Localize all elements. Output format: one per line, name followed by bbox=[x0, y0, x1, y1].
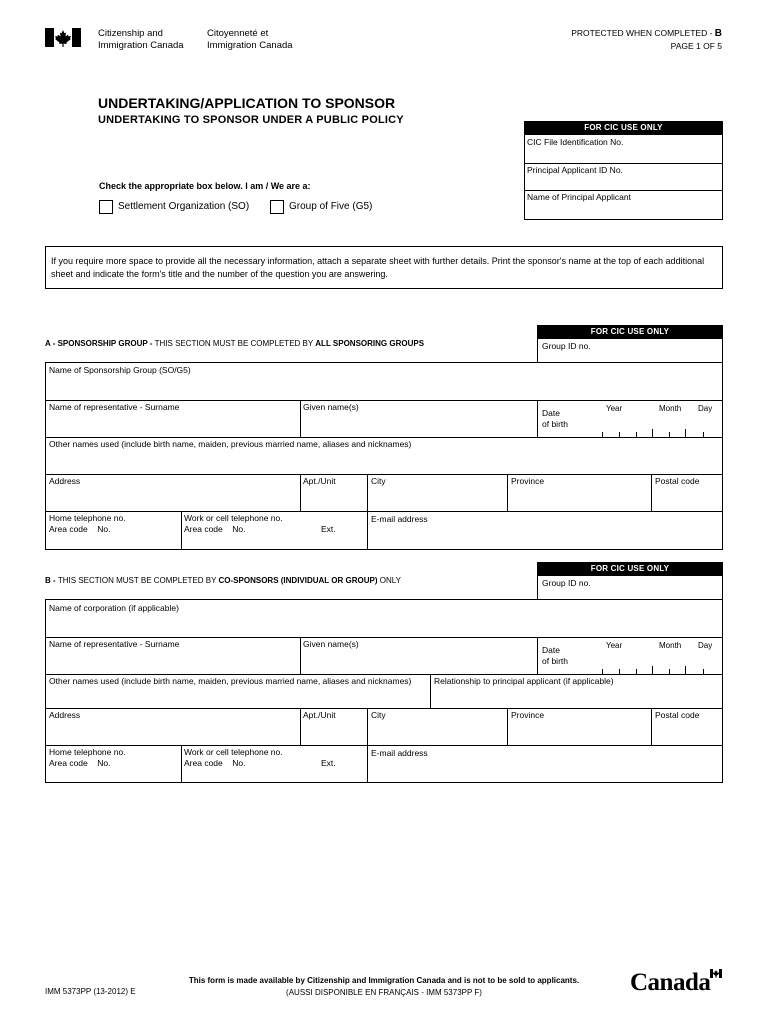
a-email-field[interactable] bbox=[368, 525, 722, 549]
b-address-field[interactable] bbox=[46, 721, 300, 744]
section-a-title: A - SPONSORSHIP GROUP - THIS SECTION MUST BE COMPLETED BY ALL SPONSORING GROUPS bbox=[45, 339, 425, 348]
b-dob-day-label: Day bbox=[698, 641, 713, 650]
a-home-tel-field[interactable] bbox=[46, 535, 181, 549]
section-b-title: B - THIS SECTION MUST BE COMPLETED BY CO-SPONSORS (INDIVIDUAL OR GROUP) ONLY bbox=[45, 576, 401, 585]
form-title: UNDERTAKING/APPLICATION TO SPONSOR bbox=[98, 95, 396, 111]
a-dob-day-label: Day bbox=[698, 404, 713, 413]
a-province-label: Province bbox=[511, 476, 545, 486]
b-relationship-label: Relationship to principal applicant (if applicable) bbox=[434, 676, 614, 686]
a-apt-field[interactable] bbox=[301, 487, 367, 510]
department-name-english bbox=[98, 28, 184, 51]
b-home-tel-label: Home telephone no. Area code No. bbox=[49, 747, 126, 768]
a-work-tel-field[interactable] bbox=[182, 535, 367, 549]
b-corp-name-field[interactable] bbox=[46, 614, 722, 637]
instructions-notice: If you require more space to provide all the necessary information, attach a separate sheet with further details. Print the sponsor's name at the top of each additional sheet and indicate the form's title and the number of the question you are answering. bbox=[45, 246, 723, 289]
canada-flag-icon bbox=[45, 28, 81, 47]
section-a-form bbox=[45, 362, 723, 550]
b-apt-field[interactable] bbox=[301, 721, 367, 744]
group-of-five-label: Group of Five (G5) bbox=[289, 201, 373, 212]
b-home-tel-field[interactable] bbox=[46, 769, 181, 782]
dept-fr-line1: Citoyenneté et bbox=[207, 28, 269, 39]
cic-file-id-field[interactable] bbox=[525, 146, 722, 162]
a-other-names-field[interactable] bbox=[46, 450, 722, 473]
a-dob-label: Date of birth bbox=[542, 408, 568, 429]
a-apt-label: Apt./Unit bbox=[303, 476, 336, 486]
b-city-field[interactable] bbox=[368, 721, 507, 744]
b-province-field[interactable] bbox=[508, 721, 651, 744]
b-work-tel-label: Work or cell telephone no. Area code No. bbox=[184, 747, 283, 768]
group-of-five-checkbox[interactable] bbox=[270, 200, 284, 214]
a-province-field[interactable] bbox=[508, 487, 651, 510]
b-apt-label: Apt./Unit bbox=[303, 710, 336, 720]
dept-fr-line2: Immigration Canada bbox=[207, 39, 293, 51]
b-rep-surname-field[interactable] bbox=[46, 650, 300, 673]
a-address-label: Address bbox=[49, 476, 81, 486]
a-ext-label: Ext. bbox=[321, 524, 336, 534]
a-address-field[interactable] bbox=[46, 487, 300, 510]
a-dob-year-label: Year bbox=[606, 404, 623, 413]
b-postal-field[interactable] bbox=[652, 721, 722, 744]
dept-en-line1: Citizenship and bbox=[98, 28, 163, 39]
a-rep-surname-label: Name of representative - Surname bbox=[49, 402, 180, 412]
b-city-label: City bbox=[371, 710, 386, 720]
a-dob-month-label: Month bbox=[659, 404, 682, 413]
a-other-names-label: Other names used (include birth name, maiden, previous married name, aliases and nicknames) bbox=[49, 439, 412, 449]
b-email-field[interactable] bbox=[368, 759, 722, 782]
section-a-group-id-box[interactable] bbox=[537, 338, 723, 363]
b-other-names-field[interactable] bbox=[46, 687, 430, 707]
dept-en-line2: Immigration Canada bbox=[98, 39, 184, 51]
a-city-label: City bbox=[371, 476, 386, 486]
section-a-cic-header: FOR CIC USE ONLY bbox=[537, 325, 723, 338]
canada-wordmark: Canada bbox=[630, 969, 711, 996]
a-given-names-field[interactable] bbox=[301, 413, 537, 436]
a-group-name-field[interactable] bbox=[46, 375, 722, 399]
b-given-names-field[interactable] bbox=[301, 650, 537, 673]
b-postal-label: Postal code bbox=[655, 710, 700, 720]
b-province-label: Province bbox=[511, 710, 545, 720]
a-email-label: E-mail address bbox=[371, 514, 428, 524]
protection-header bbox=[571, 27, 722, 52]
wordmark-flag-icon bbox=[710, 969, 722, 978]
a-given-names-label: Given name(s) bbox=[303, 402, 359, 412]
form-subtitle: UNDERTAKING TO SPONSOR UNDER A PUBLIC POLICY bbox=[98, 114, 404, 126]
check-prompt: Check the appropriate box below. I am / We are a: bbox=[99, 181, 311, 191]
section-b-cic-header: FOR CIC USE ONLY bbox=[537, 562, 723, 575]
a-postal-label: Postal code bbox=[655, 476, 700, 486]
b-dob-year-label: Year bbox=[606, 641, 623, 650]
protected-label: PROTECTED WHEN COMPLETED - B bbox=[571, 28, 722, 39]
page-number: PAGE 1 OF 5 bbox=[670, 41, 722, 51]
b-given-names-label: Given name(s) bbox=[303, 639, 359, 649]
settlement-organization-checkbox[interactable] bbox=[99, 200, 113, 214]
a-postal-field[interactable] bbox=[652, 487, 722, 510]
b-address-label: Address bbox=[49, 710, 81, 720]
section-b-group-id-box[interactable] bbox=[537, 575, 723, 600]
french-availability: (AUSSI DISPONIBLE EN FRANÇAIS - IMM 5373PP F) bbox=[286, 988, 482, 997]
section-b-group-id-label: Group ID no. bbox=[542, 578, 591, 588]
b-work-tel-field[interactable] bbox=[182, 769, 367, 782]
availability-notice: This form is made available by Citizenship and Immigration Canada and is not to be sold to applicants. bbox=[188, 976, 580, 985]
principal-id-field[interactable] bbox=[525, 174, 722, 190]
a-city-field[interactable] bbox=[368, 487, 507, 510]
a-home-tel-label: Home telephone no. Area code No. bbox=[49, 513, 126, 534]
b-relationship-field[interactable] bbox=[431, 687, 722, 707]
principal-id-label: Principal Applicant ID No. bbox=[527, 165, 623, 175]
principal-name-field[interactable] bbox=[525, 202, 722, 218]
section-a-group-id-label: Group ID no. bbox=[542, 341, 591, 351]
b-ext-label: Ext. bbox=[321, 758, 336, 768]
form-identifier: IMM 5373PP (13-2012) E bbox=[45, 987, 136, 996]
b-dob-label: Date of birth bbox=[542, 645, 568, 666]
section-b-form bbox=[45, 599, 723, 783]
b-corp-name-label: Name of corporation (if applicable) bbox=[49, 603, 179, 613]
a-work-tel-label: Work or cell telephone no. Area code No. bbox=[184, 513, 283, 534]
cic-file-id-label: CIC File Identification No. bbox=[527, 137, 624, 147]
b-other-names-label: Other names used (include birth name, maiden, previous married name, aliases and nicknames) bbox=[49, 676, 412, 686]
settlement-organization-label: Settlement Organization (SO) bbox=[118, 201, 250, 212]
a-group-name-label: Name of Sponsorship Group (SO/G5) bbox=[49, 365, 191, 375]
b-email-label: E-mail address bbox=[371, 748, 428, 758]
a-rep-surname-field[interactable] bbox=[46, 413, 300, 436]
b-rep-surname-label: Name of representative - Surname bbox=[49, 639, 180, 649]
principal-name-label: Name of Principal Applicant bbox=[527, 192, 631, 202]
b-dob-month-label: Month bbox=[659, 641, 682, 650]
department-name-french bbox=[207, 28, 293, 51]
cic-use-header: FOR CIC USE ONLY bbox=[524, 121, 723, 134]
